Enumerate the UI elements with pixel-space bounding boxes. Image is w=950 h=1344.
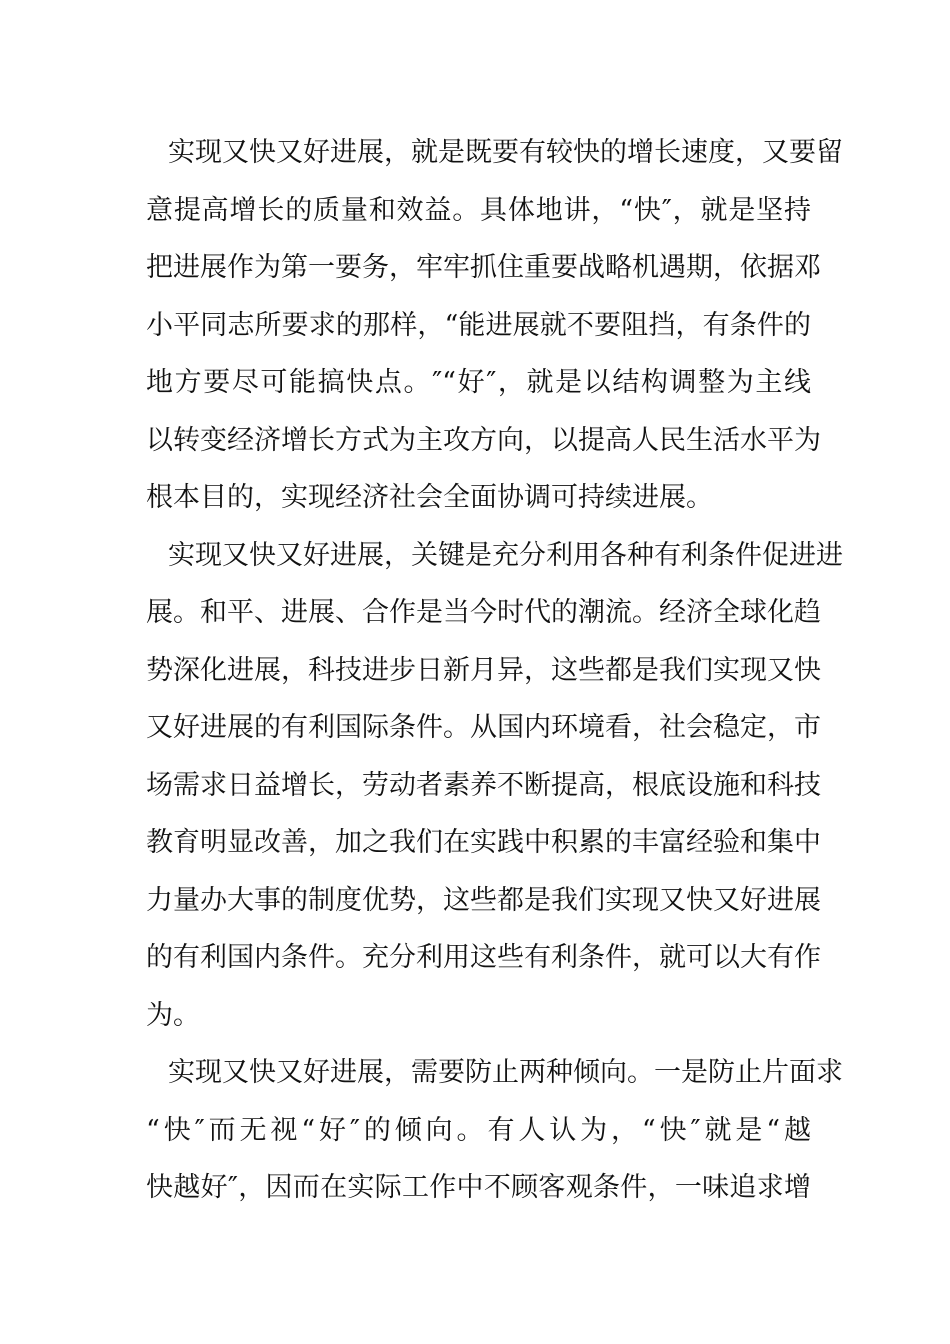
document-body	[146, 124, 843, 1217]
paragraph-2-line-8: 的有利国内条件。充分利用这些有利条件，就可以大有作	[146, 942, 821, 973]
paragraph-1-line-1: 实现又快又好进展，就是既要有较快的增长速度，又要留	[168, 137, 843, 168]
paragraph-3-line-3: 快越好″，因而在实际工作中不顾客观条件，一味追求增	[146, 1172, 811, 1203]
paragraph-1-line-5: 地方要尽可能搞快点。″“好″，就是以结构调整为主线	[146, 367, 811, 398]
paragraph-2-line-6: 教育明显改善，加之我们在实践中积累的丰富经验和集中	[146, 827, 821, 858]
paragraph-2-line-1: 实现又快又好进展，关键是充分利用各种有利条件促进进	[168, 539, 843, 571]
paragraph-2-line-7: 力量办大事的制度优势，这些都是我们实现又快又好进展	[146, 884, 821, 916]
paragraph-1-line-4: 小平同志所要求的那样，“能进展就不要阻挡，有条件的	[146, 309, 811, 341]
paragraph-3-line-1: 实现又快又好进展，需要防止两种倾向。一是防止片面求	[168, 1057, 843, 1088]
paragraph-2-line-3: 势深化进展，科技进步日新月异，这些都是我们实现又快	[146, 654, 821, 686]
paragraph-2-line-4: 又好进展的有利国际条件。从国内环境看，社会稳定，市	[146, 712, 821, 743]
paragraph-3-line-2: “快″而无视“好″的倾向。有人认为，“快″就是“越	[146, 1114, 811, 1146]
paragraph-1-line-3: 把进展作为第一要务，牢牢抓住重要战略机遇期，依据邓	[146, 252, 821, 283]
paragraph-1-line-6: 以转变经济增长方式为主攻方向，以提高人民生活水平为	[146, 424, 821, 456]
paragraph-2-line-5: 场需求日益增长，劳动者素养不断提高，根底设施和科技	[146, 769, 821, 801]
paragraph-2-line-2: 展。和平、进展、合作是当今时代的潮流。经济全球化趋	[146, 597, 821, 628]
paragraph-1-line-2: 意提高增长的质量和效益。具体地讲，“快″，就是坚持	[146, 194, 811, 226]
paragraph-2-line-9: 为。	[146, 999, 200, 1031]
paragraph-1-line-7: 根本目的，实现经济社会全面协调可持续进展。	[146, 482, 713, 513]
